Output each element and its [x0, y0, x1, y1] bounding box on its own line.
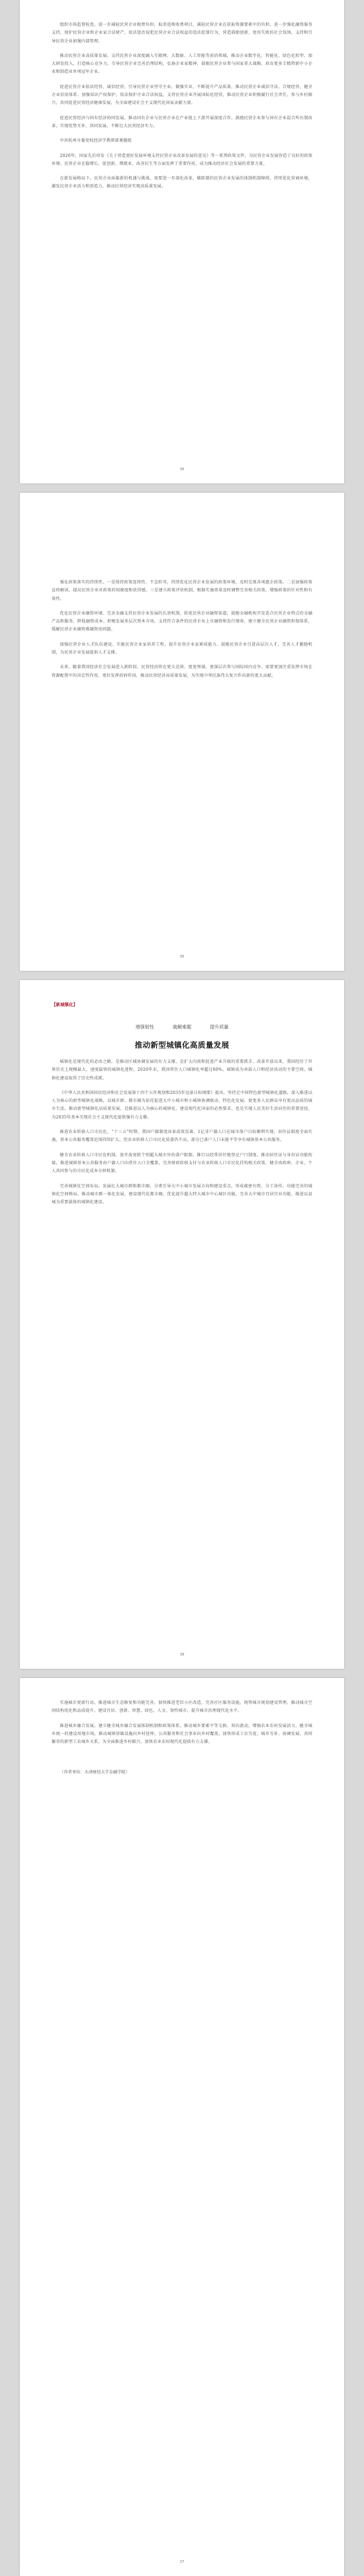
article-title: 推动新型城镇化高质量发展: [134, 1040, 230, 1050]
paragraph: 促进民营企业依法经营、诚信经营。引导民营企业坚守主业，做强实业，不断提升产品质量，推动民营企业诚信守法、合规经营，健全企业信用体系。加强知识产权保护，依法保护企业合法权益，支持民营企业开展国际化经营，推动民营企业积极履行社会责任，参与乡村振兴，共同促进民营经济健康发展，为全面建设社会主义现代化国家贡献力量。: [52, 84, 312, 106]
page-1-body: [52, 21, 312, 198]
paragraph: 未来，随着我国经济社会发展进入新阶段，民营经济将在更大范围、更宽领域、更深层次参与国际国内竞争。需要更加注重发挥市场在资源配置中的决定性作用，更好发挥政府作用，推动民营经济高质量发展，为实现中华民族伟大复兴作出新的更大贡献。: [52, 665, 312, 678]
document-page-2: [20, 493, 344, 971]
page-2-body: [52, 579, 312, 687]
paragraph: 在新发展格局下，民营企业面临新的机遇与挑战。需要进一步深化改革，破除制约民营企业发展的体制机制障碍，持续优化营商环境，激发民营企业活力和创造力，推动民营经济实现高质量发展。: [52, 176, 312, 189]
document-page-3: [20, 980, 344, 1669]
paragraph: 健全农业转移人口市民化机制。放开放宽除个别超大城市外的落户限制，推行以经常居住地登记户口制度。推动居住证与身份证功能衔接，推进城镇基本公共服务由户籍人口向常住人口全覆盖，完善财政转移支付与农业转移人口市民化挂钩相关政策，健全由政府、企业、个人共同参与的市民化成本分担机制。: [52, 1152, 312, 1174]
paragraph: 《中华人民共和国国民经济和社会发展第十四个五年规划和2035年远景目标纲要》提出，坚持走中国特色新型城镇化道路，深入推进以人为核心的新型城镇化战略，以城市群、都市圈为依托促进大中小城市和小城镇协调联动、特色化发展，使更多人民群众享有更高品质的城市生活。推动新型城镇化高质量发展，是推进以人为核心的城镇化、建设现代化国家的必然要求，也是实现人民美好生活向往的重要途径，为2035年基本实现社会主义现代化提供强有力支撑。: [52, 1090, 312, 1120]
article-subtitle: [20, 1024, 344, 1030]
paragraph: 推动民营企业高质量发展。支持民营企业深度融入互联网、大数据、人工智能等前沿领域，推动企业数字化、智能化、绿色化转型，加大研发投入，打造核心竞争力。引导民营企业完善治理结构，弘扬企业家精神，鼓励民营企业参与国家重大战略，培育更多专精特新中小企业和制造业单项冠军企业。: [52, 53, 312, 75]
paragraph: 完善城镇化空间布局。发展壮大城市群和都市圈，分类引导大中小城市发展方向和建设重点，形成疏密有致、分工协作、功能完善的城镇化空间格局。推动城市群一体化发展，建设现代化都市圈，优化提升超大特大城市中心城区功能，完善大中城市宜居宜业功能，推进以县城为重要载体的城镇化建设。: [52, 1183, 312, 1205]
org-attribution: 中共杭州市委党校经济学教研部课题组: [60, 138, 132, 144]
subtitle-item: 破解难题: [173, 1024, 191, 1030]
section-tag: 【新城镇化】: [52, 1002, 77, 1007]
document-page-1: [20, 0, 344, 483]
paragraph: 2020年，国家先后印发《关于营造更好发展环境支持民营企业改革发展的意见》等一系列政策文件，为民营企业发展营造了良好的政策环境。民营企业在稳增长、促创新、增就业、改善民生等方面发挥了重要作用，成为推动经济社会发展的重要力量。: [52, 153, 312, 166]
document-page-4: [20, 1678, 344, 2576]
page-number: 37: [179, 2560, 185, 2564]
author-affiliation: （作者单位：天津财经大学金融学院）: [60, 1770, 130, 1775]
paragraph: 推进城乡融合发展。建立健全城乡融合发展体制机制和政策体系，推动城乡要素平等交换、双向流动，增强农业农村发展活力。健全城乡统一的建设用地市场，推动城镇基础设施向乡村延伸，公共服务和社会事业向乡村覆盖，加快形成工农互促、城乡互补、协调发展、共同繁荣的新型工农城乡关系，为全面推进乡村振兴、加快农业农村现代化提供有力支撑。: [52, 1723, 312, 1745]
page-number: 36: [179, 955, 185, 959]
paragraph: 推进农业转移人口市民化。“十三五”时期，我国户籍制度改革成效显著，1亿非户籍人口在城市落户目标顺利实现，居住证制度全面实施，基本公共服务覆盖范围持续扩大。但农业转移人口市民化质量仍不高，部分已落户人口未能平等享有城镇基本公共服务。: [52, 1130, 312, 1143]
paragraph: 加强民营企业人才队伍建设。实施民营企业家培养工程，提升民营企业家素质能力。鼓励民营企业引进高层次人才，完善人才激励机制，为民营企业发展提供人才支撑。: [52, 642, 312, 656]
subtitle-item: 增强韧性: [135, 1024, 154, 1030]
paragraph: 组织市场监督检查，进一步减轻民营企业税费负担，取消违规收费项目，减轻民营企业在获取资源要素中的负担，进一步强化融资服务支持，保护民营企业和企业家合法财产，依法惩治侵犯民营企业合法权益的违法犯罪行为，营造鼓励创新、宽容失败的社会氛围，支持和引导民营企业加强内部管理。: [52, 23, 312, 44]
page-number: 36: [179, 468, 185, 471]
page-3-body: [52, 1058, 312, 1213]
paragraph: 强化政策落实的持续性。一是保持政策连续性，不急转弯。持续优化民营企业发展的政策环境，及时兑现各项惠企政策。二是加强政策宣传解读，提高民营企业对政策的知晓度和获得感。三是建立政策评估机制，根据实施效果及时调整完善相关政策，增强政策的针对性和有效性。: [52, 580, 312, 601]
paragraph: 城镇化是现代化的必由之路，是推动区域协调发展的有力支撑，是扩大内需和促进产业升级的重要抓手。改革开放以来，我国经历了世界历史上规模最大、速度最快的城镇化进程。2020年末，我国常住人口城镇化率超过60%，城镇成为承载人口和经济活动的主要空间，城镇化建设取得了历史性成就。: [52, 1060, 312, 1081]
paragraph: 实施城市更新行动。推进城市生态修复和功能完善，加快推进老旧小区改造，完善社区服务设施，统筹城市规划建设管理，推动城市空间结构优化和品质提升。建设宜居、创新、智慧、绿色、人文、韧性城市，提升城市治理现代化水平。: [52, 1701, 312, 1714]
page-4-body: [52, 1699, 312, 1775]
page-number: 38: [179, 1653, 185, 1657]
subtitle-item: 提升质量: [210, 1024, 229, 1030]
paragraph: 优化民营企业融资环境。完善金融支持民营企业发展的长效机制，拓宽民营企业融资渠道，鼓励金融机构开发适合民营企业特点的金融产品和服务，降低融资成本。积极发展多层次资本市场，支持符合条件的民营企业上市融资和发行债券，建立健全民营企业融资担保体系，缓解民营企业融资难融资贵问题。: [52, 611, 312, 632]
paragraph: 促进民营经济与国有经济协同发展。推动国有企业与民营企业在产业链上下游开展深度合作，鼓励民营企业参与国有企业混合所有制改革，实现优势互补、共同发展，不断壮大民营经济实力。: [52, 115, 312, 128]
